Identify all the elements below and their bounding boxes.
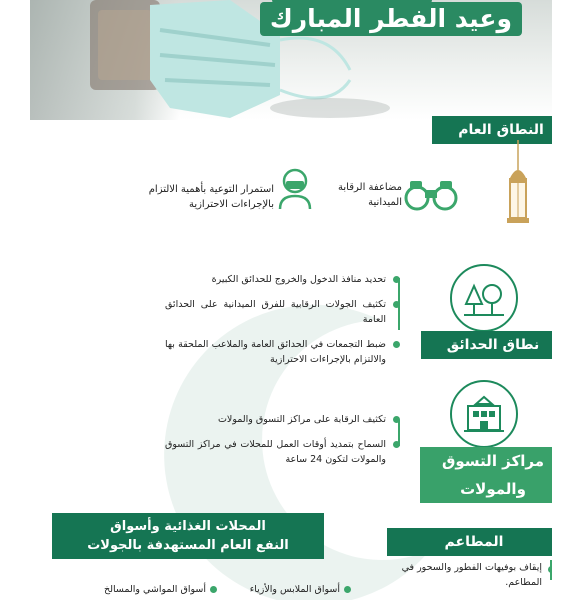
parks-icon-circle: [450, 264, 518, 332]
malls-title-line1: مراكز التسوق: [441, 452, 544, 470]
restaurants-title: المطاعم: [444, 534, 504, 550]
malls-heading-line1: [420, 447, 566, 475]
food-shops-heading: [52, 513, 324, 559]
list-item: تكثيف الرقابة على مراكز التسوق والمولات: [165, 412, 400, 427]
masked-person-icon: [276, 166, 314, 210]
clothing-markets-text: أسواق الملابس والأزياء: [249, 584, 340, 595]
malls-title-line2: والمولات: [460, 480, 526, 498]
bullet-dot: [210, 586, 217, 593]
list-item: تكثيف الجولات الرقابية للفرق الميدانية على الحدائق العامة: [165, 297, 400, 327]
list-item: السماح بتمديد أوقات العمل للمحلات في مراكز التسوق والمولات لتكون 24 ساعة: [165, 437, 400, 467]
parks-list: [165, 272, 400, 377]
hero-title: وعيد الفطر المبارك: [260, 2, 522, 36]
binoculars-icon: [402, 178, 460, 214]
bullet-dot: [344, 586, 351, 593]
parks-heading: [421, 331, 565, 359]
parks-title: نطاق الحدائق: [446, 337, 540, 353]
list-item: ضبط التجمعات في الحدائق العامة والملاعب الملحقة بها والالتزام بالإجراءات الاحترازية: [165, 337, 400, 367]
malls-icon-circle: [450, 380, 518, 448]
shopping-building-icon: [462, 394, 506, 434]
restaurants-heading: [387, 528, 561, 556]
food-shops-title-line1: المحلات الغذائية وأسواق: [110, 519, 266, 534]
lantern-icon: [498, 140, 538, 230]
malls-list: [165, 412, 400, 477]
field-monitoring-text: مضاعفة الرقابة الميدانية: [338, 182, 402, 208]
awareness-text: استمرار التوعية بأهمية الالتزام بالإجراءات الاحترازية: [148, 184, 274, 210]
right-margin: [552, 0, 569, 600]
livestock-markets-text: أسواق المواشي والمسالخ: [103, 584, 206, 595]
malls-heading-line2: [420, 475, 566, 503]
hero-banner: [30, 0, 552, 120]
left-margin: [0, 0, 30, 600]
general-scope-title: النطاق العام: [458, 122, 544, 138]
food-shops-title-line2: النفع العام المستهدفة بالجولات: [87, 538, 289, 553]
restaurants-item-text: إيقاف بوفيهات الفطور والسحور في المطاعم.: [401, 562, 542, 588]
trees-icon: [462, 278, 506, 318]
list-item: تحديد منافذ الدخول والخروج للحدائق الكبيرة: [165, 272, 400, 287]
